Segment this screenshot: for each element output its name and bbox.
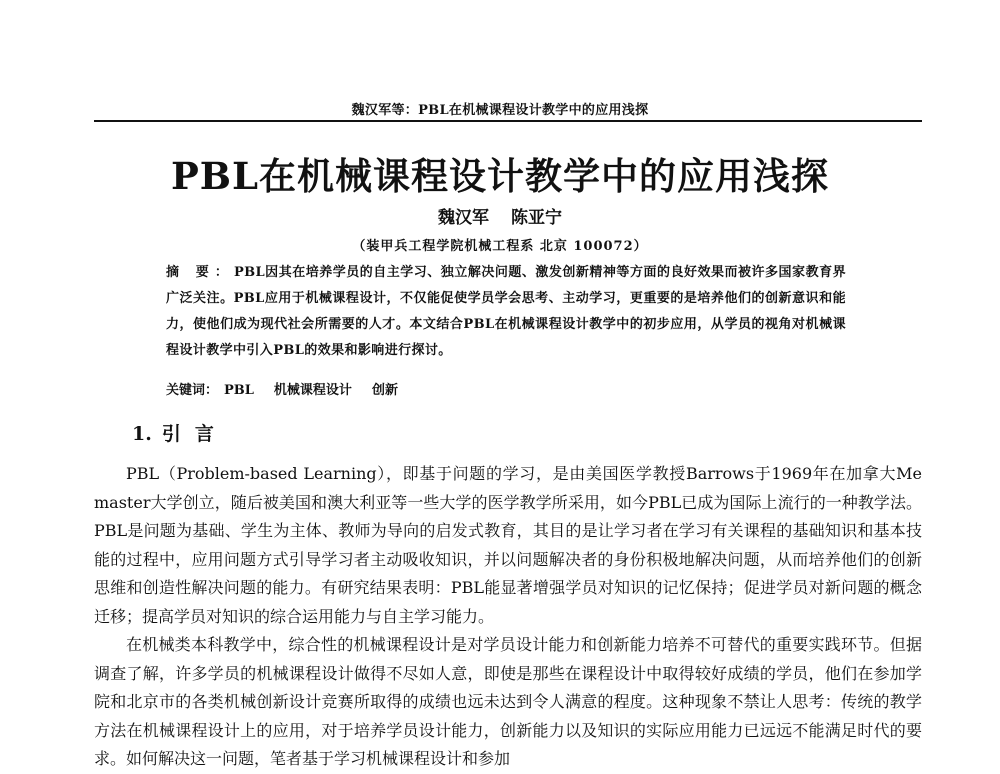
header-rule <box>94 120 922 122</box>
keyword-item: PBL <box>224 383 254 398</box>
abstract <box>166 260 846 364</box>
abstract-label: 摘 要： <box>166 265 234 280</box>
body-paragraph: PBL（Problem-based Learning），即基于问题的学习，是由美国医学教授Barrows于1969年在加拿大Me master大学创立，随后被美国和澳大利亚等一些大学的医学教学所采用，如今PBL已成为国际上流行的一种教学法。PBL是问题为基础、学生为主体、教师为导向的启发式教育，其目的是让学习者在学习有关课程的基础知识和基本技能的过程中，应用问题方式引导学习者主动吸收知识，并以问题解决者的身份积极地解决问题，从而培养他们的创新思维和创造性解决问题的能力。有研究结果表明：PBL能显著增强学员对知识的记忆保持；促进学员对新问题的概念迁移；提高学员对知识的综合运用能力与自主学习能力。 <box>94 464 922 626</box>
paper-title: PBL在机械课程设计教学中的应用浅探 <box>170 154 830 198</box>
authors: 魏汉军 陈亚宁 <box>438 208 562 228</box>
abstract-text: PBL因其在培养学员的自主学习、独立解决问题、激发创新精神等方面的良好效果而被许多国家教育界广泛关注。PBL应用于机械课程设计，不仅能促使学员学会思考、主动学习，更重要的是培养他们的创新意识和能力，使他们成为现代社会所需要的人才。本文结合PBL在机械课程设计教学中的初步应用，从学员的视角对机械课程设计教学中引入PBL的效果和影响进行探讨。 <box>166 265 846 358</box>
keywords-label: 关键词： <box>166 383 219 398</box>
body-text <box>94 460 922 774</box>
keyword-item: 创新 <box>371 383 398 398</box>
running-header: 魏汉军等：PBL在机械课程设计教学中的应用浅探 <box>351 103 649 118</box>
section-title: 引言 <box>161 423 228 445</box>
body-paragraph: 在机械类本科教学中，综合性的机械课程设计是对学员设计能力和创新能力培养不可替代的重要实践环节。但据调查了解，许多学员的机械课程设计做得不尽如人意，即使是那些在课程设计中取得较好成绩的学员，他们在参加学院和北京市的各类机械创新设计竞赛所取得的成绩也远未达到令人满意的程度。这种现象不禁让人思考：传统的教学方法在机械课程设计上的应用，对于培养学员设计能力，创新能力以及知识的实际应用能力已远远不能满足时代的要求。如何解决这一问题，笔者基于学习机械课程设计和参加 <box>94 635 922 768</box>
section-number: 1. <box>132 423 152 445</box>
keyword-item: 机械课程设计 <box>273 383 352 398</box>
affiliation: （装甲兵工程学院机械工程系 北京 100072） <box>352 239 648 254</box>
section-heading <box>132 419 228 446</box>
keywords <box>166 380 846 402</box>
